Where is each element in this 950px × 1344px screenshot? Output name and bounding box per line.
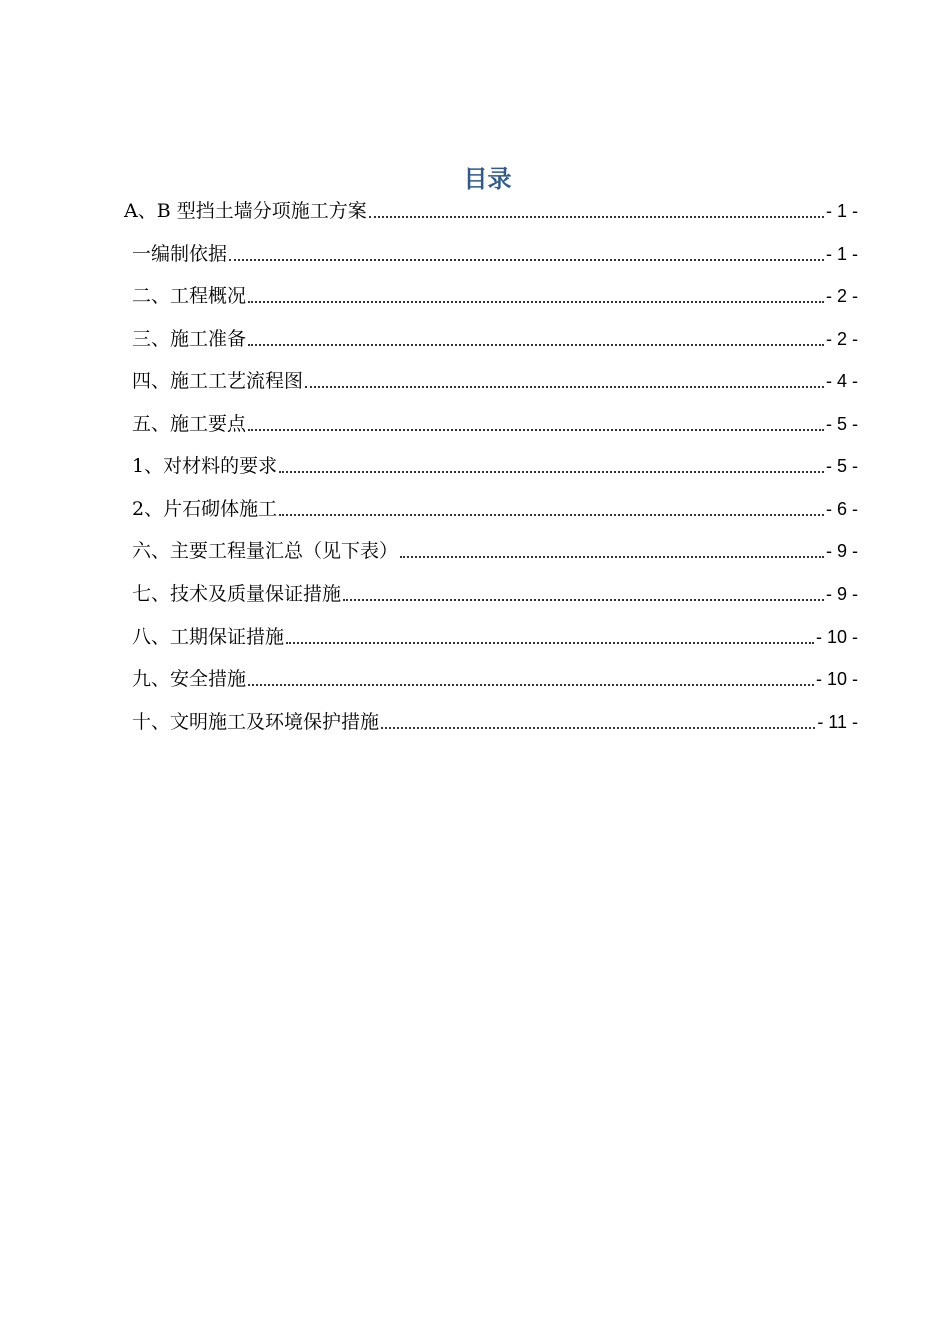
toc-entry-text: 1、对材料的要求 — [132, 455, 278, 477]
toc-dot-leader — [279, 514, 824, 516]
toc-dot-leader — [286, 642, 814, 644]
toc-entry[interactable] — [132, 366, 858, 396]
toc-entry-page: - 4 - — [825, 371, 858, 391]
toc-dot-leader — [369, 216, 824, 218]
toc-entry-text: 二、工程概况 — [132, 285, 247, 307]
toc-entry-page: - 5 - — [825, 456, 858, 476]
toc-entry-text: 十、文明施工及环境保护措施 — [132, 711, 380, 733]
toc-entry-page: - 9 - — [825, 541, 858, 561]
toc-dot-leader — [229, 259, 824, 261]
toc-entry[interactable] — [132, 536, 858, 566]
toc-dot-leader — [248, 429, 824, 431]
toc-entry-page: - 2 - — [825, 329, 858, 349]
toc-entry[interactable] — [132, 579, 858, 609]
toc-entry-text: 一编制依据 — [132, 243, 228, 265]
toc-entry-text: 九、安全措施 — [132, 668, 247, 690]
toc-dot-leader — [248, 684, 814, 686]
toc-entry-text: A、B 型挡土墙分项施工方案 — [124, 200, 367, 222]
toc-entry-text: 四、施工工艺流程图 — [132, 370, 304, 392]
toc-dot-leader — [400, 556, 824, 558]
toc-entry-page: - 10 - — [815, 669, 858, 689]
toc-entry-page: - 5 - — [825, 414, 858, 434]
toc-entry[interactable] — [132, 451, 858, 481]
toc-entry-text: 三、施工准备 — [132, 328, 247, 350]
toc-entry-text: 七、技术及质量保证措施 — [132, 583, 342, 605]
toc-dot-leader — [248, 301, 824, 303]
toc-entry[interactable] — [132, 494, 858, 524]
toc-entry[interactable] — [132, 409, 858, 439]
toc-entry[interactable] — [124, 196, 858, 226]
toc-entry-text: 五、施工要点 — [132, 413, 247, 435]
toc-entry-text: 八、工期保证措施 — [132, 626, 285, 648]
toc-dot-leader — [305, 386, 824, 388]
toc-entry-page: - 11 - — [817, 712, 858, 732]
toc-dot-leader — [381, 727, 815, 729]
toc-entry[interactable] — [132, 239, 858, 269]
toc-entry[interactable] — [132, 281, 858, 311]
toc-dot-leader — [248, 344, 824, 346]
toc-entry-page: - 6 - — [825, 499, 858, 519]
toc-entry[interactable] — [132, 622, 858, 652]
toc-entry-page: - 1 - — [825, 201, 858, 221]
toc-dot-leader — [343, 599, 824, 601]
toc-entry-page: - 9 - — [825, 584, 858, 604]
toc-dot-leader — [279, 471, 824, 473]
toc-entry[interactable] — [132, 664, 858, 694]
toc-entry-page: - 1 - — [825, 244, 858, 264]
toc-entry-page: - 2 - — [825, 286, 858, 306]
toc-entry-page: - 10 - — [815, 627, 858, 647]
toc-title: 目录 — [463, 165, 512, 193]
toc-entry-text: 六、主要工程量汇总（见下表） — [132, 540, 399, 562]
toc-entry[interactable] — [132, 707, 858, 737]
toc-entry[interactable] — [132, 324, 858, 354]
toc-entry-text: 2、片石砌体施工 — [132, 498, 278, 520]
